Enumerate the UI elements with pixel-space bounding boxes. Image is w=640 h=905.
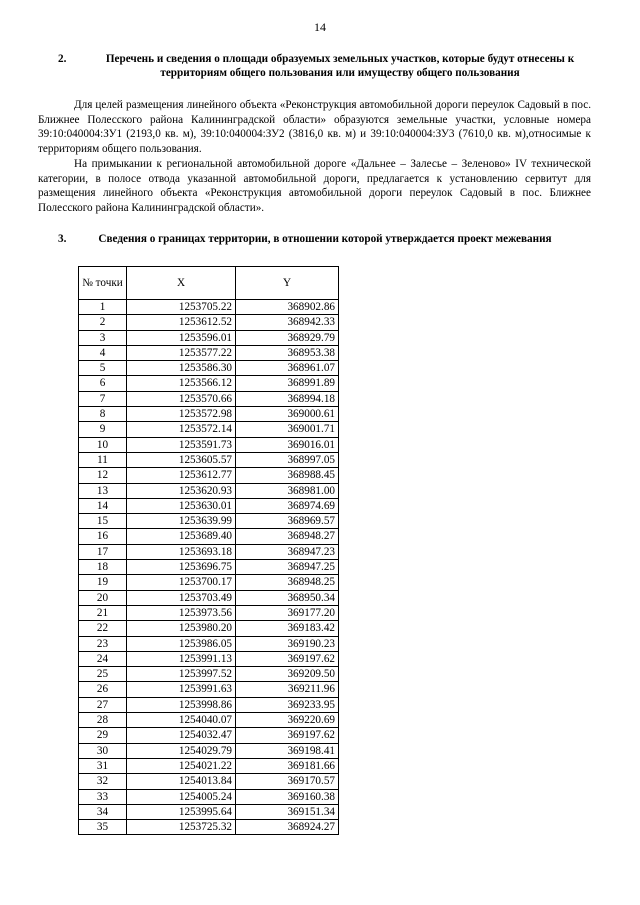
section-2-number: 2. [58,53,67,65]
cell-y: 369197.62 [236,651,339,666]
table-row [79,789,339,804]
table-row [79,682,339,697]
table-row [79,452,339,467]
page-number: 14 [314,20,326,34]
cell-point-number: 18 [79,560,127,575]
table-row [79,422,339,437]
table-row [79,636,339,651]
cell-point-number: 24 [79,651,127,666]
cell-y: 368924.27 [236,820,339,835]
table-row [79,651,339,666]
cell-point-number: 22 [79,621,127,636]
section-2-title: Перечень и сведения о площади образуемых земельных участков, которые будут отнесены к территориям общего пользования или имуществу общего пользования [105,53,575,79]
table-row [79,483,339,498]
section-3-number: 3. [58,233,67,245]
header-x: X [127,267,236,300]
cell-point-number: 17 [79,544,127,559]
cell-x: 1253689.40 [127,529,236,544]
cell-y: 368942.33 [236,315,339,330]
cell-x: 1253572.98 [127,407,236,422]
cell-y: 368902.86 [236,300,339,315]
cell-y: 369177.20 [236,605,339,620]
table-row [79,544,339,559]
table-row [79,468,339,483]
cell-y: 369198.41 [236,743,339,758]
table-row [79,667,339,682]
cell-x: 1253725.32 [127,820,236,835]
paragraph-land-plots: Для целей размещения линейного объекта «Реконструкция автомобильной дороги переулок Садовый в пос. Ближнее Полесского района Калининградской области» образуются земельные участки, условные номера 39:10:040004:ЗУ1 (2193,0 кв. м), 39:10:040004:ЗУ2 (3816,0 кв. м) и 39:10:040004:ЗУ3 (7610,0 кв. м),относимые к территориям общего пользования. [38,99,591,155]
table-row [79,743,339,758]
cell-x: 1253705.22 [127,300,236,315]
cell-x: 1253620.93 [127,483,236,498]
cell-x: 1253639.99 [127,514,236,529]
cell-point-number: 13 [79,483,127,498]
table-row [79,605,339,620]
cell-x: 1254029.79 [127,743,236,758]
cell-point-number: 23 [79,636,127,651]
cell-x: 1254013.84 [127,774,236,789]
cell-y: 368991.89 [236,376,339,391]
cell-y: 369181.66 [236,758,339,773]
cell-x: 1254040.07 [127,713,236,728]
cell-point-number: 28 [79,713,127,728]
cell-y: 368974.69 [236,498,339,513]
cell-x: 1254032.47 [127,728,236,743]
cell-y: 369183.42 [236,621,339,636]
cell-x: 1253572.14 [127,422,236,437]
cell-x: 1253700.17 [127,575,236,590]
cell-point-number: 31 [79,758,127,773]
cell-point-number: 32 [79,774,127,789]
header-point-number: № точки [79,267,127,300]
table-row [79,621,339,636]
cell-x: 1253596.01 [127,330,236,345]
cell-point-number: 8 [79,407,127,422]
coordinates-table [78,266,339,835]
cell-y: 369001.71 [236,422,339,437]
table-row [79,697,339,712]
cell-x: 1253605.57 [127,452,236,467]
cell-x: 1253986.05 [127,636,236,651]
section-3-title: Сведения о границах территории, в отношении которой утверждается проект межевания [98,233,552,245]
cell-x: 1253973.56 [127,605,236,620]
cell-y: 369197.62 [236,728,339,743]
table-row [79,575,339,590]
table-row [79,758,339,773]
coordinates-table-body [79,300,339,835]
cell-x: 1253995.64 [127,804,236,819]
section-3-heading [48,232,592,246]
cell-point-number: 12 [79,468,127,483]
table-row [79,820,339,835]
table-row [79,437,339,452]
table-row [79,529,339,544]
table-row [79,391,339,406]
cell-x: 1253991.63 [127,682,236,697]
cell-y: 368994.18 [236,391,339,406]
cell-point-number: 15 [79,514,127,529]
cell-point-number: 11 [79,452,127,467]
cell-y: 368947.23 [236,544,339,559]
cell-point-number: 21 [79,605,127,620]
table-row [79,728,339,743]
cell-point-number: 6 [79,376,127,391]
cell-y: 368948.25 [236,575,339,590]
table-row [79,590,339,605]
cell-point-number: 30 [79,743,127,758]
table-row [79,560,339,575]
cell-point-number: 25 [79,667,127,682]
cell-y: 368947.25 [236,560,339,575]
cell-y: 369170.57 [236,774,339,789]
cell-x: 1254005.24 [127,789,236,804]
cell-point-number: 2 [79,315,127,330]
cell-y: 369000.61 [236,407,339,422]
table-row [79,514,339,529]
table-row [79,804,339,819]
cell-point-number: 9 [79,422,127,437]
table-row [79,376,339,391]
cell-point-number: 34 [79,804,127,819]
cell-y: 369211.96 [236,682,339,697]
cell-x: 1253570.66 [127,391,236,406]
cell-x: 1253591.73 [127,437,236,452]
table-row [79,361,339,376]
table-row [79,330,339,345]
cell-point-number: 26 [79,682,127,697]
cell-x: 1253612.77 [127,468,236,483]
table-row [79,498,339,513]
cell-y: 369190.23 [236,636,339,651]
section-2-heading [48,52,592,80]
table-header-row [79,267,339,300]
cell-point-number: 1 [79,300,127,315]
cell-y: 368969.57 [236,514,339,529]
cell-y: 369160.38 [236,789,339,804]
cell-y: 368929.79 [236,330,339,345]
cell-point-number: 27 [79,697,127,712]
table-row [79,713,339,728]
cell-y: 368997.05 [236,452,339,467]
cell-point-number: 29 [79,728,127,743]
cell-y: 369151.34 [236,804,339,819]
cell-y: 368950.34 [236,590,339,605]
cell-y: 369209.50 [236,667,339,682]
table-row [79,345,339,360]
table-row [79,407,339,422]
header-y: Y [236,267,339,300]
cell-x: 1253566.12 [127,376,236,391]
cell-point-number: 4 [79,345,127,360]
cell-x: 1253696.75 [127,560,236,575]
cell-point-number: 5 [79,361,127,376]
table-row [79,774,339,789]
cell-y: 368988.45 [236,468,339,483]
cell-y: 368961.07 [236,361,339,376]
cell-x: 1253980.20 [127,621,236,636]
cell-point-number: 14 [79,498,127,513]
cell-y: 368981.00 [236,483,339,498]
cell-x: 1253991.13 [127,651,236,666]
cell-point-number: 35 [79,820,127,835]
cell-x: 1253577.22 [127,345,236,360]
cell-y: 368948.27 [236,529,339,544]
cell-x: 1253630.01 [127,498,236,513]
cell-x: 1253693.18 [127,544,236,559]
table-row [79,300,339,315]
cell-point-number: 3 [79,330,127,345]
cell-x: 1254021.22 [127,758,236,773]
cell-x: 1253703.49 [127,590,236,605]
cell-point-number: 19 [79,575,127,590]
cell-x: 1253997.52 [127,667,236,682]
cell-x: 1253998.86 [127,697,236,712]
cell-y: 368953.38 [236,345,339,360]
cell-y: 369233.95 [236,697,339,712]
cell-x: 1253586.30 [127,361,236,376]
cell-point-number: 33 [79,789,127,804]
paragraph-servitude: На примыкании к региональной автомобильной дороге «Дальнее – Залесье – Зеленово» IV технической категории, в полосе отвода указанной автомобильной дороги, предлагается к установлению сервитут для размещения линейного объекта «Реконструкция автомобильной дороги переулок Садовый в пос. Ближнее Полесского района Калининградской области». [38,158,591,214]
cell-y: 369220.69 [236,713,339,728]
cell-point-number: 16 [79,529,127,544]
cell-point-number: 7 [79,391,127,406]
cell-point-number: 10 [79,437,127,452]
cell-y: 369016.01 [236,437,339,452]
table-row [79,315,339,330]
cell-point-number: 20 [79,590,127,605]
cell-x: 1253612.52 [127,315,236,330]
